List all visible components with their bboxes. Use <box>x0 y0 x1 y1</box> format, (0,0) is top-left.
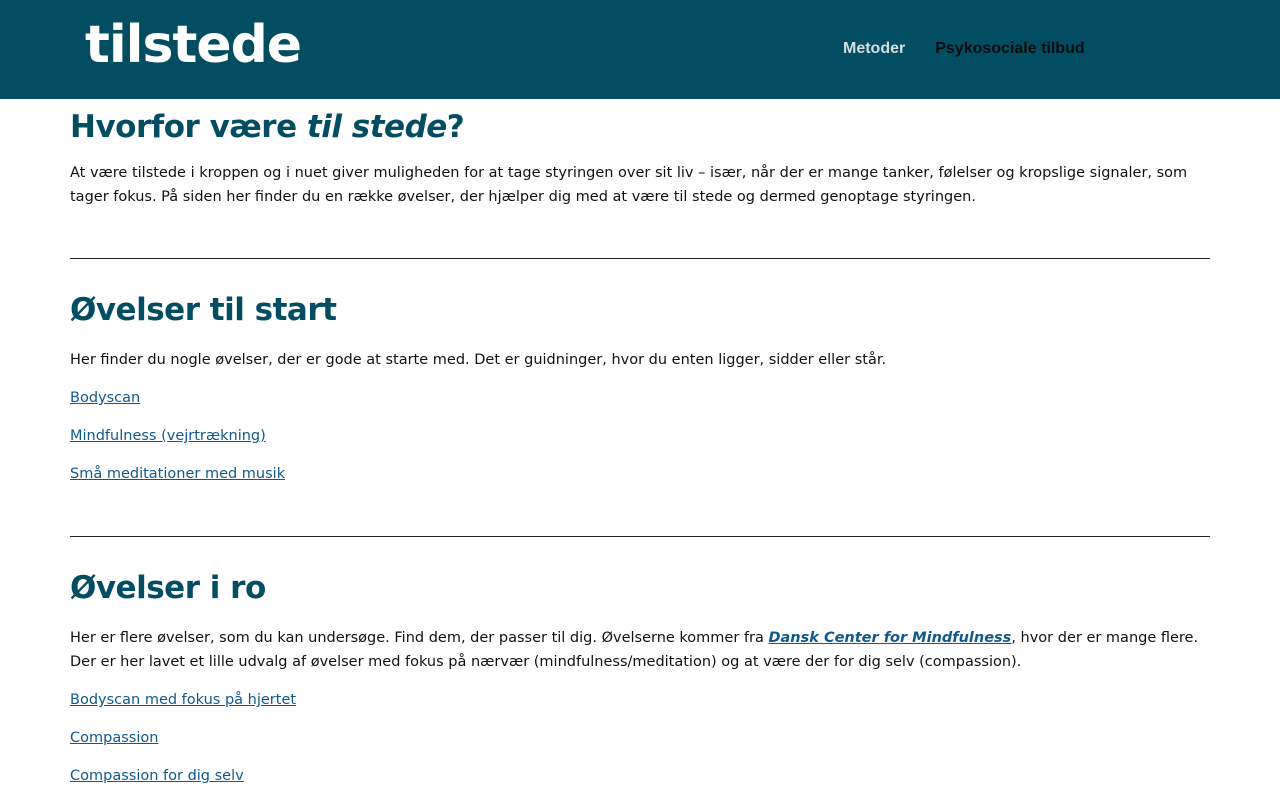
nav-item-psykosociale-tilbud[interactable]: Psykosociale tilbud <box>935 40 1085 57</box>
link-mindfulness[interactable]: Mindfulness (vejrtrækning) <box>70 428 266 444</box>
section-ro-text-after: , hvor der er mange flere. Der er her lavet et lille udvalg af øvelser med fokus på nærvær (mindfulness/meditation) og at være der for dig selv (compassion). <box>70 630 1199 670</box>
title-emphasis: til stede <box>306 109 447 145</box>
site-header <box>0 0 1280 99</box>
page-title <box>70 107 1210 147</box>
section-heading-ro: Øvelser i ro <box>70 570 266 606</box>
nav-item-metoder[interactable]: Metoder <box>843 40 906 57</box>
link-bodyscan-hjertet[interactable]: Bodyscan med fokus på hjertet <box>70 692 297 708</box>
link-compassion[interactable]: Compassion <box>70 730 159 746</box>
link-bodyscan[interactable]: Bodyscan <box>70 390 141 406</box>
main-nav <box>843 38 1085 60</box>
link-compassion-dig-selv[interactable]: Compassion for dig selv <box>70 768 244 784</box>
section-heading-start: Øvelser til start <box>70 292 337 328</box>
site-logo[interactable]: tilstede <box>85 15 302 75</box>
title-prefix: Hvorfor være <box>70 109 307 145</box>
link-sma-meditationer[interactable]: Små meditationer med musik <box>70 466 286 482</box>
link-dansk-center-for-mindfulness[interactable]: Dansk Center for Mindfulness <box>768 630 1012 646</box>
main-content <box>70 99 1210 787</box>
title-suffix: ? <box>446 109 465 145</box>
section-divider <box>70 536 1210 537</box>
section-ro-paragraph <box>70 626 1210 674</box>
section-start-paragraph: Her finder du nogle øvelser, der er gode at starte med. Det er guidninger, hvor du enten ligger, sidder eller står. <box>70 352 887 368</box>
section-divider <box>70 258 1210 259</box>
intro-paragraph: At være tilstede i kroppen og i nuet giver muligheden for at tage styringen over sit liv – især, når der er mange tanker, følelser og kropslige signaler, som tager fokus. På siden her finder du en række øvelser, der hjælper dig med at være til stede og dermed genoptage styringen. <box>70 165 1188 205</box>
section-ro-text-before: Her er flere øvelser, som du kan undersøge. Find dem, der passer til dig. Øvelserne kommer fra <box>70 630 769 646</box>
